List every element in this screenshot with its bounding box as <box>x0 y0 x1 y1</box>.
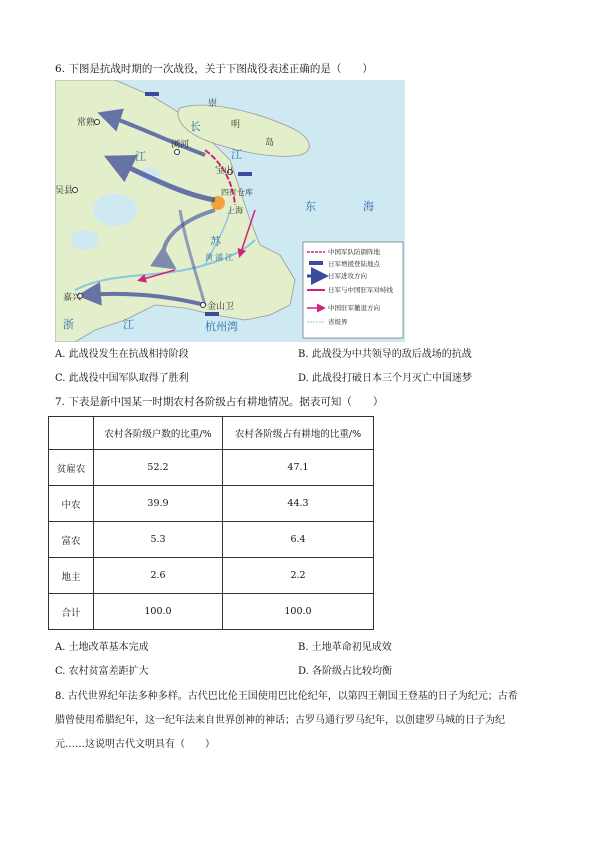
place-label: 宝山 <box>215 166 234 176</box>
place-label: 海 <box>363 200 374 213</box>
table-row <box>49 450 374 486</box>
lake <box>71 230 99 250</box>
city-dot <box>201 303 206 308</box>
question-8-line: 腊曾使用希腊纪年，这一纪年法来自世界创神的神话；古罗马通行罗马纪年，以创建罗马城的日子为纪 <box>55 715 505 726</box>
landing-ship-icon <box>238 172 252 176</box>
place-label: 苏 <box>210 235 221 248</box>
table-header-row <box>49 417 374 450</box>
place-label: 四行仓库 <box>221 188 253 197</box>
table-cell: 44.3 <box>223 486 374 522</box>
place-label: 常熟 <box>77 118 96 128</box>
q7-option-c[interactable]: C. 农村贫富差距扩大 <box>55 666 149 677</box>
table-cell: 100.0 <box>94 594 223 630</box>
battle-map <box>55 80 405 342</box>
place-label: 明 <box>231 120 241 130</box>
question-6-stem: 6. 下图是抗战时期的一次战役，关于下图战役表述正确的是（ ） <box>55 63 373 75</box>
table-header: 农村各阶级占有耕地的比重/% <box>223 417 374 450</box>
table-cell: 合计 <box>49 594 94 630</box>
place-label: 江 <box>225 253 233 262</box>
table-row <box>49 558 374 594</box>
place-label: 长 <box>190 120 201 133</box>
table-cell: 100.0 <box>223 594 374 630</box>
table-cell: 富农 <box>49 522 94 558</box>
table-cell: 39.9 <box>94 486 223 522</box>
place-label: 金山卫 <box>207 302 235 312</box>
table-cell: 6.4 <box>223 522 374 558</box>
city-dot <box>95 120 100 125</box>
q6-option-d[interactable]: D. 此战役打破日本三个月灭亡中国迷梦 <box>298 373 473 384</box>
place-label: 岛 <box>265 138 275 148</box>
legend-item: 日军与中国驻军对峙线 <box>328 286 393 294</box>
legend-item: 中国军队防御阵地 <box>328 248 380 256</box>
table-cell: 47.1 <box>223 450 374 486</box>
q7-option-a[interactable]: A. 土地改革基本完成 <box>55 642 149 653</box>
place-label: 浦 <box>215 253 223 262</box>
q7-option-d[interactable]: D. 各阶级占比较均衡 <box>298 666 393 677</box>
table-cell: 2.6 <box>94 558 223 594</box>
landing-ship-icon <box>145 92 159 96</box>
table-header <box>49 417 94 450</box>
city-dot <box>175 150 180 155</box>
table-cell: 地主 <box>49 558 94 594</box>
landing-ship-icon <box>205 312 219 316</box>
q6-option-c[interactable]: C. 此战役中国军队取得了胜利 <box>55 373 189 384</box>
question-7-stem: 7. 下表是新中国某一时期农村各阶级占有耕地情况。据表可知（ ） <box>55 396 384 408</box>
table-cell: 52.2 <box>94 450 223 486</box>
place-label: 江 <box>231 148 242 161</box>
table-row <box>49 594 374 630</box>
q6-option-a[interactable]: A. 此战役发生在抗战相持阶段 <box>55 349 189 360</box>
place-label: 浙 <box>63 318 74 331</box>
table-cell: 2.2 <box>223 558 374 594</box>
q6-option-b[interactable]: B. 此战役为中共领导的敌后战场的抗战 <box>298 349 472 360</box>
legend-item: 日军增援登陆地点 <box>328 260 380 268</box>
legend-swatch-landing <box>309 261 323 265</box>
place-label: 黄 <box>205 253 213 262</box>
q7-option-b[interactable]: B. 土地革命初见成效 <box>298 642 392 653</box>
table-row <box>49 522 374 558</box>
city-dot <box>73 188 78 193</box>
question-8-line: 元……这说明古代文明具有（ ） <box>55 739 215 750</box>
place-label: 江 <box>135 150 146 163</box>
place-label: 杭州湾 <box>205 320 238 333</box>
legend-item: 日军进攻方向 <box>328 272 367 280</box>
place-label: 东 <box>305 200 316 213</box>
place-label: 上海 <box>227 206 243 215</box>
table-cell: 贫雇农 <box>49 450 94 486</box>
table-cell: 5.3 <box>94 522 223 558</box>
place-label: 嘉兴 <box>63 293 82 303</box>
table-cell: 中农 <box>49 486 94 522</box>
lake <box>93 194 137 226</box>
table-header: 农村各阶级户数的比重/% <box>94 417 223 450</box>
map-legend <box>303 242 403 338</box>
place-label: 江 <box>123 318 134 331</box>
land-ownership-table <box>48 416 374 630</box>
table-row <box>49 486 374 522</box>
legend-item: 中国驻军撤退方向 <box>328 304 380 312</box>
question-8-line: 8. 古代世界纪年法多种多样。古代巴比伦王国使用巴比伦纪年，以第四王朝国王登基的日子为纪元；古希 <box>55 691 518 702</box>
place-label: 吴县 <box>55 186 74 196</box>
place-label: 崇 <box>208 99 218 109</box>
legend-item: 省级界 <box>328 318 348 326</box>
place-label: 浏河 <box>171 140 190 150</box>
